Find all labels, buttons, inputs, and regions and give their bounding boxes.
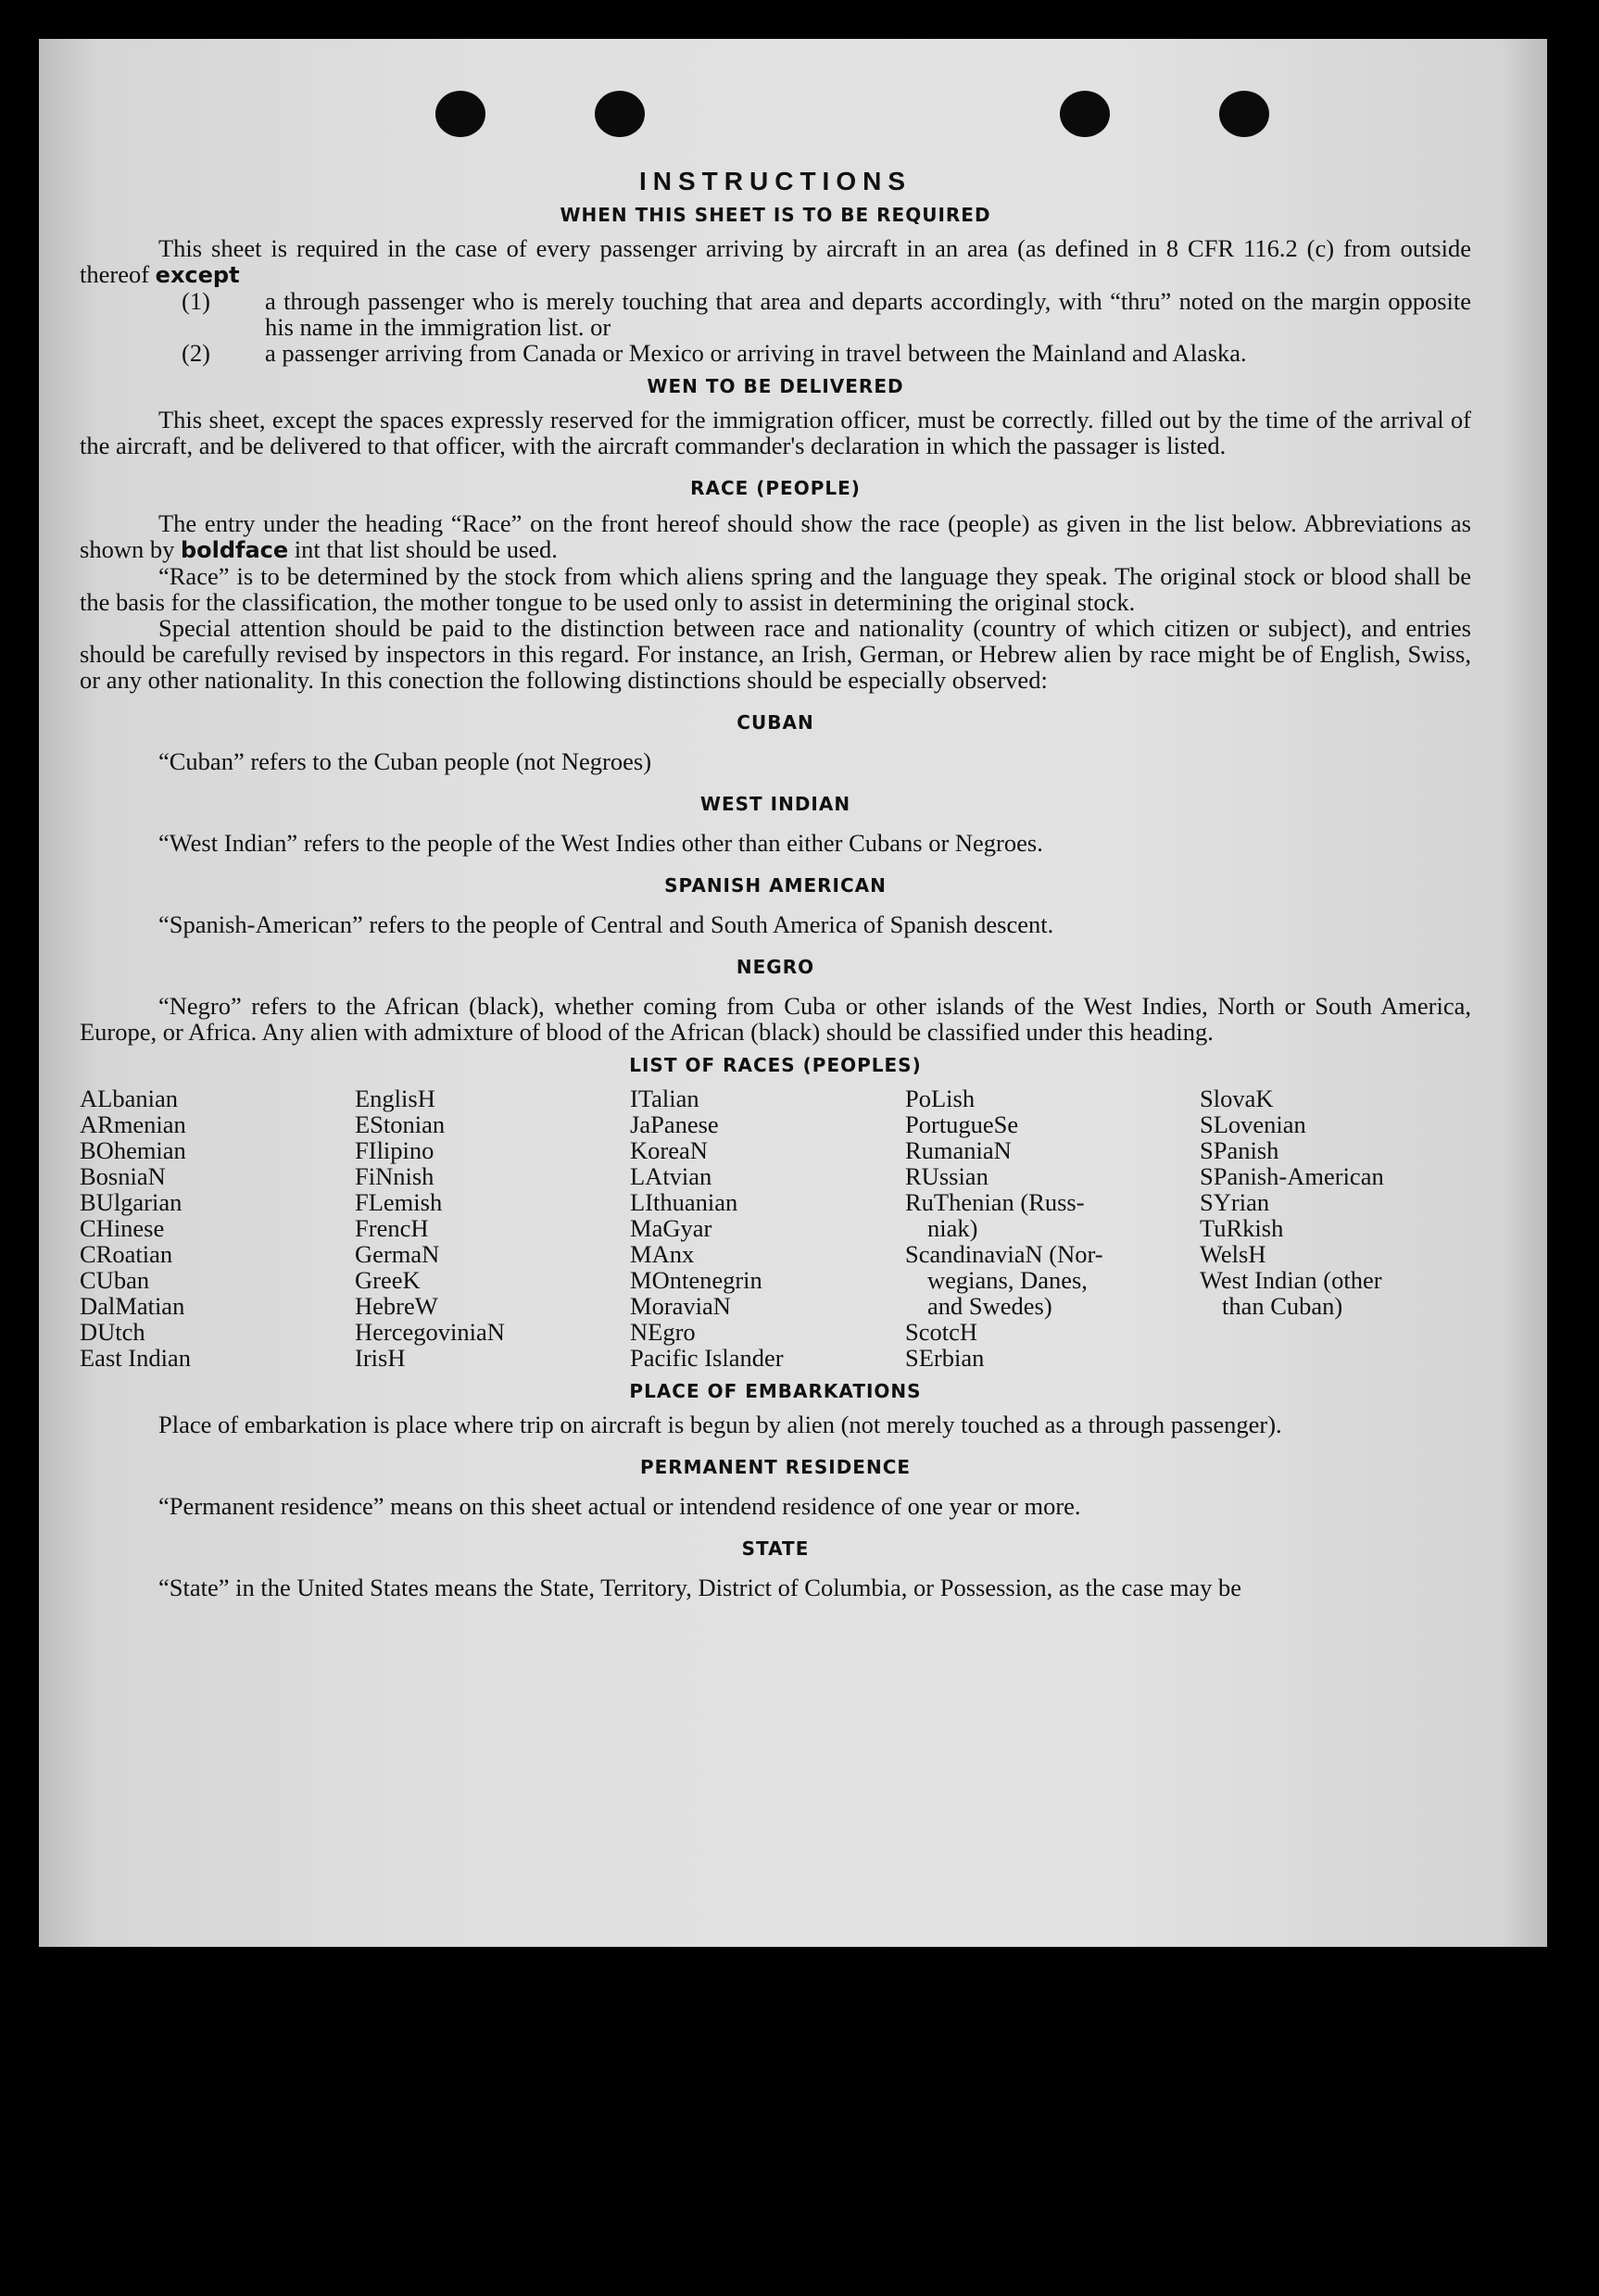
- races-column-4: [905, 1085, 1200, 1371]
- page-title: INSTRUCTIONS: [639, 167, 912, 195]
- races-column-2: [355, 1085, 630, 1371]
- race-item: SErbian: [905, 1344, 985, 1372]
- race-item: HebreW: [355, 1292, 438, 1320]
- section-heading-list-of-races: LIST OF RACES (PEOPLES): [629, 1054, 922, 1076]
- paragraph-state: “State” in the United States means the State, Territory, District of Columbia, or Possession, as the case may be: [158, 1574, 1242, 1601]
- section-heading-permanent-residence: PERMANENT RESIDENCE: [639, 1456, 912, 1478]
- race-item: East Indian: [80, 1344, 191, 1372]
- race-item: BOhemian: [80, 1136, 186, 1164]
- race-item: MoraviaN: [630, 1292, 731, 1320]
- paragraph-race-definition: “Race” is to be determined by the stock from which aliens spring and the language they speak. The original stock or blood shall be the basis for the classification, the mother tongue to be used only to assist in determining the original stock.: [80, 562, 1471, 616]
- paragraph-embarkation: Place of embarkation is place where trip on aircraft is begun by alien (not merely touched as a through passenger).: [158, 1411, 1282, 1438]
- race-item: CUban: [80, 1266, 150, 1294]
- race-item: ITalian: [630, 1085, 699, 1112]
- paragraph-requirement: [80, 235, 1471, 288]
- race-item: LAtvian: [630, 1162, 712, 1190]
- race-item: RUssian: [905, 1162, 988, 1190]
- races-column-3: [630, 1085, 905, 1371]
- race-item: FLemish: [355, 1188, 443, 1216]
- section-heading-delivered: WEN TO BE DELIVERED: [647, 375, 904, 397]
- paragraph-negro: “Negro” refers to the African (black), whether coming from Cuba or other islands of the West Indies, North or South America, Europe, or Africa. Any alien with admixture of blood of the African (black) should be classified under this heading.: [80, 992, 1471, 1046]
- document-sheet: [39, 39, 1547, 1947]
- race-item: FiNnish: [355, 1162, 434, 1190]
- punch-hole: [1060, 91, 1110, 137]
- paragraph-permanent-residence: “Permanent residence” means on this sheet actual or intendend residence of one year or more.: [158, 1492, 1081, 1520]
- paragraph-cuban: “Cuban” refers to the Cuban people (not Negroes): [158, 747, 652, 775]
- paragraph-text: int that list should be used.: [294, 535, 558, 563]
- paragraph-race-nationality: Special attention should be paid to the distinction between race and nationality (country of which citizen or subject), and entries should be carefully revised by inspectors in this regard. For instance, an Irish, German, or Hebrew alien by race might be of English, Swiss, or any other nationality. In this conection the following distinctions should be especially observed:: [80, 614, 1471, 694]
- race-item: RuThenian (Russ-: [905, 1188, 1085, 1216]
- race-item: LIthuanian: [630, 1188, 738, 1216]
- race-item: Pacific Islander: [630, 1344, 784, 1372]
- race-item: SlovaK: [1200, 1085, 1274, 1112]
- paragraph-west-indian: “West Indian” refers to the people of the West Indies other than either Cubans or Negroes.: [158, 829, 1043, 857]
- race-item: FIlipino: [355, 1136, 434, 1164]
- race-item: SPanish: [1200, 1136, 1279, 1164]
- race-item: GreeK: [355, 1266, 421, 1294]
- section-heading-cuban: CUBAN: [737, 711, 814, 734]
- document-body: [80, 169, 1471, 1600]
- section-heading-when-required: WHEN THIS SHEET IS TO BE REQUIRED: [560, 204, 991, 226]
- race-item: ALbanian: [80, 1085, 178, 1112]
- race-item: DUtch: [80, 1318, 145, 1346]
- race-item: West Indian (other: [1200, 1266, 1382, 1294]
- punch-hole: [595, 91, 645, 137]
- item-text: a through passenger who is merely touching that area and departs accordingly, with “thru” noted on the margin opposite his name in the immigration list. or: [265, 287, 1471, 341]
- item-text: a passenger arriving from Canada or Mexico or arriving in travel between the Mainland and Alaska.: [265, 339, 1247, 367]
- race-item: GermaN: [355, 1240, 440, 1268]
- section-heading-negro: NEGRO: [736, 956, 815, 978]
- section-heading-race: RACE (PEOPLE): [690, 477, 861, 499]
- race-item: PortugueSe: [905, 1110, 1019, 1138]
- paragraph-spanish-american: “Spanish-American” refers to the people of Central and South America of Spanish descent.: [158, 910, 1054, 938]
- race-item: ARmenian: [80, 1110, 186, 1138]
- punch-hole: [435, 91, 485, 137]
- exception-item-2: [80, 340, 1471, 366]
- race-item: CHinese: [80, 1214, 165, 1242]
- bold-term: boldface: [180, 537, 289, 563]
- bold-term: except: [155, 262, 240, 288]
- race-item: MAnx: [630, 1240, 695, 1268]
- race-item: SYrian: [1200, 1188, 1270, 1216]
- races-column-1: [80, 1085, 355, 1371]
- section-heading-west-indian: WEST INDIAN: [699, 793, 851, 815]
- race-item: NEgro: [630, 1318, 696, 1346]
- race-item: DalMatian: [80, 1292, 185, 1320]
- race-item: BosniaN: [80, 1162, 166, 1190]
- race-item: WelsH: [1200, 1240, 1266, 1268]
- exception-item-1: [80, 288, 1471, 340]
- paragraph-race-entry: [80, 510, 1471, 563]
- item-number: (2): [182, 339, 210, 367]
- race-item: ScandinaviaN (Nor-: [905, 1240, 1103, 1268]
- section-heading-spanish-american: SPANISH AMERICAN: [664, 874, 887, 897]
- race-item: SPanish-American: [1200, 1162, 1384, 1190]
- race-item: IrisH: [355, 1344, 406, 1372]
- race-item: MaGyar: [630, 1214, 712, 1242]
- race-item: SLovenian: [1200, 1110, 1306, 1138]
- race-item: PoLish: [905, 1085, 976, 1112]
- races-column-5: [1200, 1085, 1468, 1371]
- paragraph-delivery: This sheet, except the spaces expressly reserved for the immigration officer, must be correctly. filled out by the time of the arrival of the aircraft, and be delivered to that officer, with the aircraft commander's declaration in which the passager is listed.: [80, 406, 1471, 459]
- punch-hole: [1219, 91, 1269, 137]
- race-item: CRoatian: [80, 1240, 173, 1268]
- race-item: ScotcH: [905, 1318, 978, 1346]
- paragraph-text: This sheet is required in the case of every passenger arriving by aircraft in an area (as defined in 8 CFR 116.2 (c) from outside thereof: [80, 234, 1471, 288]
- race-item: RumaniaN: [905, 1136, 1012, 1164]
- race-item: EnglisH: [355, 1085, 435, 1112]
- race-item: JaPanese: [630, 1110, 719, 1138]
- race-item: MOntenegrin: [630, 1266, 762, 1294]
- race-item-continuation: niak): [927, 1214, 978, 1242]
- race-item: EStonian: [355, 1110, 446, 1138]
- race-item-continuation: and Swedes): [927, 1292, 1052, 1320]
- race-item: HercegoviniaN: [355, 1318, 505, 1346]
- race-item-continuation: wegians, Danes,: [927, 1266, 1088, 1294]
- races-list: [80, 1085, 1471, 1371]
- race-item: KoreaN: [630, 1136, 708, 1164]
- race-item: FrencH: [355, 1214, 429, 1242]
- section-heading-state: STATE: [741, 1537, 810, 1560]
- paragraph-text: The entry under the heading “Race” on the front hereof should show the race (people) as given in the list below. Abbreviations as shown by: [80, 509, 1471, 563]
- section-heading-embarkation: PLACE OF EMBARKATIONS: [629, 1380, 922, 1402]
- item-number: (1): [182, 287, 210, 315]
- race-item: TuRkish: [1200, 1214, 1284, 1242]
- race-item-continuation: than Cuban): [1222, 1292, 1343, 1320]
- race-item: BUlgarian: [80, 1188, 183, 1216]
